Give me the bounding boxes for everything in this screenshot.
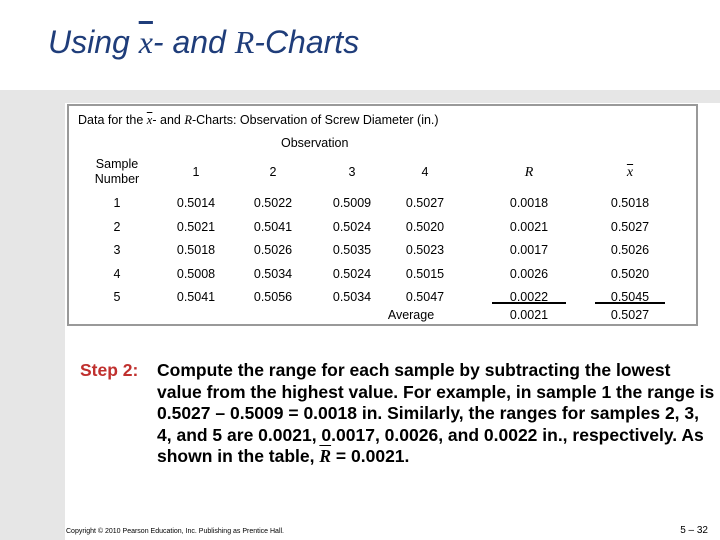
observation-cell: 0.5024 xyxy=(332,219,372,234)
total-underline xyxy=(492,302,566,304)
observation-cell: 0.5024 xyxy=(332,266,372,281)
sample-number-cell: 5 xyxy=(113,290,121,304)
observation-cell: 0.5034 xyxy=(332,290,372,304)
observation-column-header: 1 xyxy=(192,165,200,179)
observation-cell: 0.5041 xyxy=(176,290,216,304)
observation-cell: 0.5041 xyxy=(253,219,293,234)
page-number: 5 – 32 xyxy=(680,525,708,536)
slide-title: Using $\overline{x}-$ and R-Charts xyxy=(48,24,360,60)
mean-column-header: $\overline{x}$ xyxy=(626,165,634,180)
observation-cell: 0.5022 xyxy=(253,196,293,210)
range-column-header: R xyxy=(524,165,534,180)
mean-cell: 0.5045 xyxy=(610,290,650,304)
observation-column-header: 2 xyxy=(269,165,277,179)
top-decorative-band xyxy=(65,90,720,103)
range-cell: 0.0017 xyxy=(509,243,549,257)
observation-cell: 0.5026 xyxy=(253,243,293,257)
observation-cell: 0.5047 xyxy=(405,290,445,304)
step-description: Compute the range for each sample by subtracting the lowest value from the highest value. For example, in sample 1 the range is 0.5027 – 0.5009 = 0.0018 in. Similarly, the ranges for samples 2, 3, 4, and 5 are 0.0021, 0.0017, 0.0026, and 0.0022 in., respectively. As shown in the table, $\overline{R} = 0.0021$. xyxy=(157,360,715,466)
x-bar-symbol: $\overline{x}$ xyxy=(138,24,153,60)
step-label: Step 2: xyxy=(80,360,139,380)
observation-cell: 0.5008 xyxy=(176,266,216,281)
range-cell: 0.0026 xyxy=(509,266,549,281)
observation-column-header: 4 xyxy=(421,165,429,179)
range-cell: 0.0021 xyxy=(509,219,549,234)
r-symbol: R xyxy=(234,24,255,60)
left-decorative-band xyxy=(0,90,65,540)
mean-cell: 0.5020 xyxy=(610,266,650,281)
sample-number-header: Sample Number xyxy=(94,157,140,186)
range-cell: 0.0018 xyxy=(509,196,549,210)
observation-cell: 0.5035 xyxy=(332,243,372,257)
observation-cell: 0.5020 xyxy=(405,219,445,234)
table-caption: Data for the $\overline{x}-$ and R-Charts: Observation of Screw Diameter (in.) xyxy=(78,113,439,127)
sample-number-cell: 3 xyxy=(113,243,121,257)
observation-cell: 0.5023 xyxy=(405,243,445,257)
total-underline xyxy=(595,302,665,304)
sample-number-cell: 2 xyxy=(113,219,121,234)
observation-cell: 0.5034 xyxy=(253,266,293,281)
mean-cell: 0.5027 xyxy=(610,219,650,234)
observation-cell: 0.5014 xyxy=(176,196,216,210)
observation-cell: 0.5021 xyxy=(176,219,216,234)
observation-column-header: 3 xyxy=(348,165,356,179)
sample-number-cell: 4 xyxy=(113,266,121,281)
average-mean: 0.5027 xyxy=(610,308,650,322)
observation-cell: 0.5009 xyxy=(332,196,372,210)
sample-number-cell: 1 xyxy=(113,196,121,210)
observation-cell: 0.5056 xyxy=(253,290,293,304)
mean-cell: 0.5026 xyxy=(610,243,650,257)
range-cell: 0.0022 xyxy=(509,290,549,304)
r-bar-symbol: $\overline{R}$ xyxy=(319,446,332,466)
mean-cell: 0.5018 xyxy=(610,196,650,210)
observation-cell: 0.5015 xyxy=(405,266,445,281)
average-label: Average xyxy=(387,308,435,322)
copyright-notice: Copyright © 2010 Pearson Education, Inc. Publishing as Prentice Hall. xyxy=(66,528,285,535)
observation-cell: 0.5027 xyxy=(405,196,445,210)
observation-header: Observation xyxy=(281,136,349,150)
average-range: 0.0021 xyxy=(509,308,549,322)
observation-cell: 0.5018 xyxy=(176,243,216,257)
